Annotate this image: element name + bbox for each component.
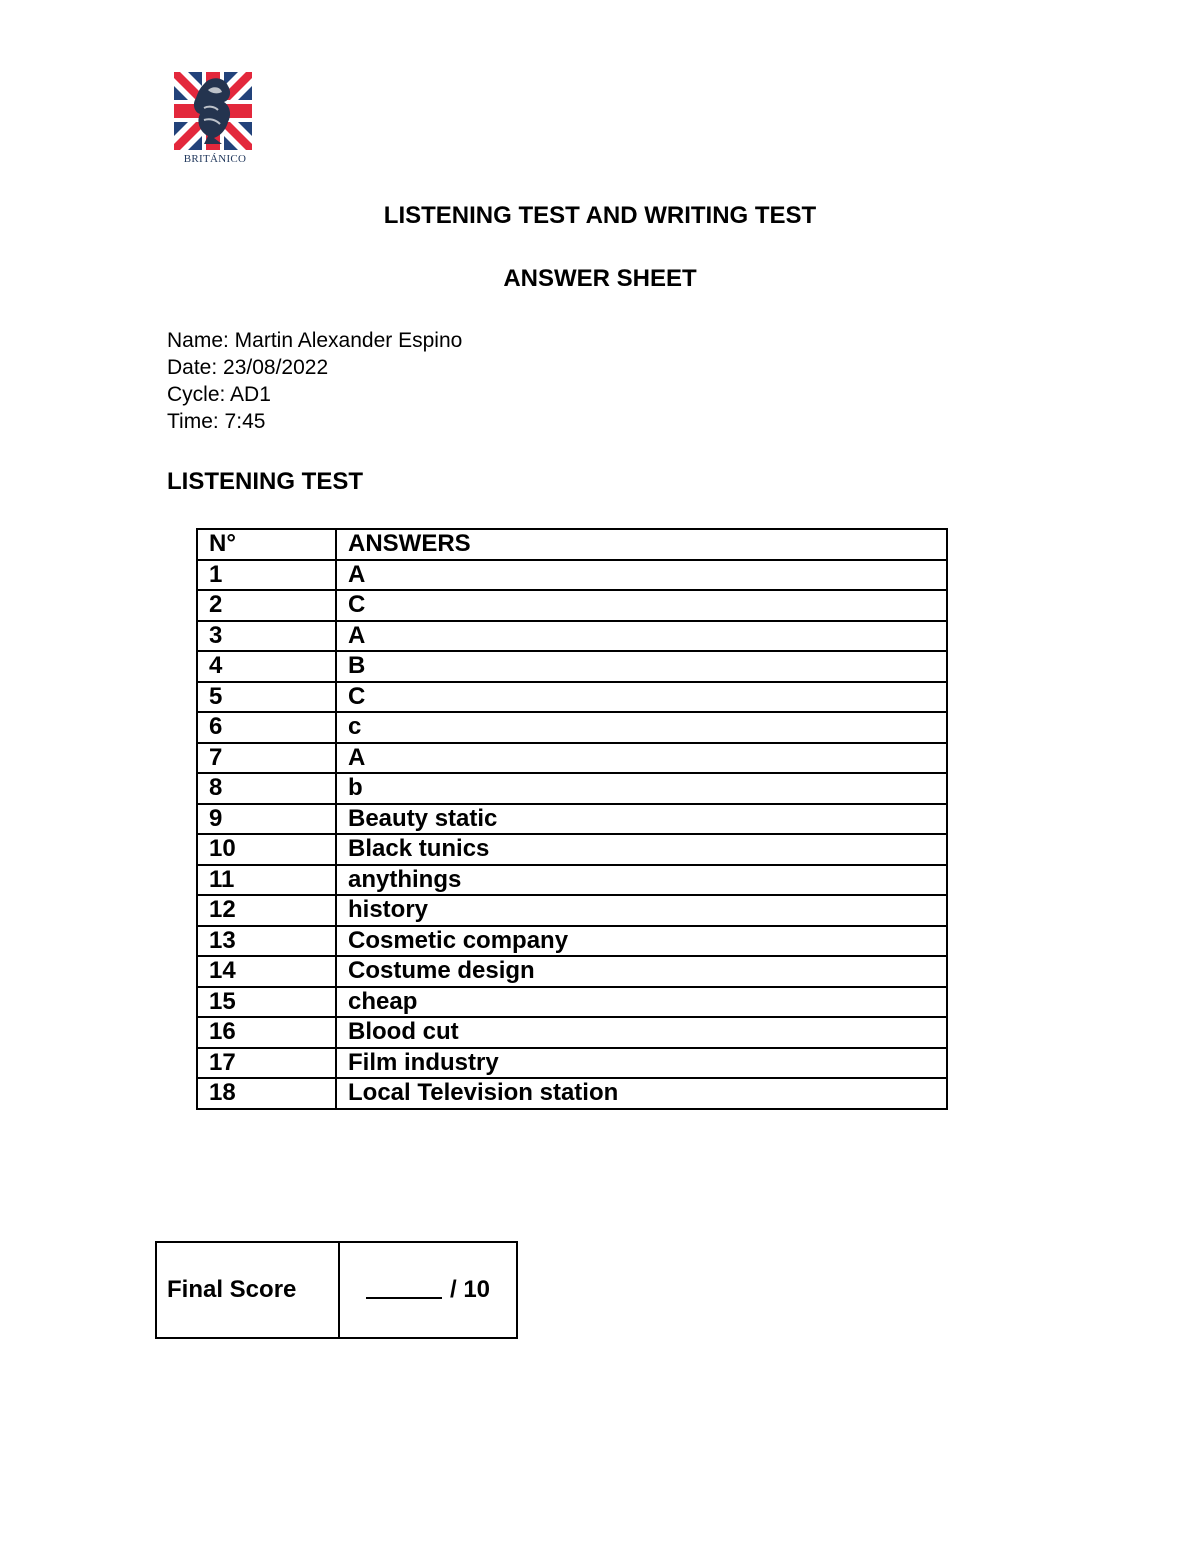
table-row bbox=[197, 804, 947, 835]
table-row bbox=[197, 987, 947, 1018]
student-info bbox=[167, 327, 462, 435]
answer-cell: b bbox=[336, 773, 947, 804]
answer-cell: Beauty static bbox=[336, 804, 947, 835]
table-header-row bbox=[197, 529, 947, 560]
section-heading: LISTENING TEST bbox=[167, 468, 364, 495]
answer-cell: Blood cut bbox=[336, 1017, 947, 1048]
table-row bbox=[197, 712, 947, 743]
table-row bbox=[197, 1048, 947, 1079]
answer-cell: history bbox=[336, 895, 947, 926]
final-score-row bbox=[156, 1242, 517, 1338]
answer-cell: A bbox=[336, 743, 947, 774]
final-score-label: Final Score bbox=[156, 1242, 339, 1338]
answer-cell: B bbox=[336, 651, 947, 682]
test-date: Date: 23/08/2022 bbox=[167, 356, 329, 379]
document-subtitle: ANSWER SHEET bbox=[503, 265, 697, 292]
student-name: Name: Martin Alexander Espino bbox=[167, 329, 463, 352]
table-row bbox=[197, 1017, 947, 1048]
score-blank-line bbox=[366, 1279, 442, 1299]
answers-table bbox=[196, 528, 948, 1110]
question-number: 12 bbox=[197, 895, 336, 926]
table-row bbox=[197, 651, 947, 682]
table-row bbox=[197, 895, 947, 926]
answer-cell: cheap bbox=[336, 987, 947, 1018]
question-number: 14 bbox=[197, 956, 336, 987]
final-score-value bbox=[339, 1242, 517, 1338]
answer-cell: C bbox=[336, 682, 947, 713]
table-row bbox=[197, 1078, 947, 1109]
answer-cell: c bbox=[336, 712, 947, 743]
question-number: 15 bbox=[197, 987, 336, 1018]
question-number: 6 bbox=[197, 712, 336, 743]
table-row bbox=[197, 926, 947, 957]
question-number: 17 bbox=[197, 1048, 336, 1079]
question-number: 18 bbox=[197, 1078, 336, 1109]
answer-cell: Costume design bbox=[336, 956, 947, 987]
test-time: Time: 7:45 bbox=[167, 410, 266, 433]
answer-cell: Black tunics bbox=[336, 834, 947, 865]
question-number: 2 bbox=[197, 590, 336, 621]
question-number: 5 bbox=[197, 682, 336, 713]
header-number: N° bbox=[197, 529, 336, 560]
score-out-of: / 10 bbox=[449, 1276, 491, 1303]
answer-cell: Cosmetic company bbox=[336, 926, 947, 957]
header-answers: ANSWERS bbox=[336, 529, 947, 560]
table-row bbox=[197, 865, 947, 896]
document-title: LISTENING TEST AND WRITING TEST bbox=[383, 202, 817, 229]
question-number: 11 bbox=[197, 865, 336, 896]
table-row bbox=[197, 590, 947, 621]
question-number: 3 bbox=[197, 621, 336, 652]
table-row bbox=[197, 743, 947, 774]
test-cycle: Cycle: AD1 bbox=[167, 383, 271, 406]
question-number: 16 bbox=[197, 1017, 336, 1048]
question-number: 7 bbox=[197, 743, 336, 774]
table-row bbox=[197, 834, 947, 865]
logo-caption: BRITÁNICO bbox=[183, 153, 247, 165]
table-row bbox=[197, 956, 947, 987]
table-row bbox=[197, 621, 947, 652]
question-number: 13 bbox=[197, 926, 336, 957]
question-number: 1 bbox=[197, 560, 336, 591]
final-score-box bbox=[155, 1241, 518, 1339]
question-number: 10 bbox=[197, 834, 336, 865]
table-row bbox=[197, 682, 947, 713]
answer-cell: Film industry bbox=[336, 1048, 947, 1079]
answer-cell: A bbox=[336, 560, 947, 591]
answer-cell: A bbox=[336, 621, 947, 652]
answer-cell: C bbox=[336, 590, 947, 621]
table-row bbox=[197, 773, 947, 804]
table-row bbox=[197, 560, 947, 591]
question-number: 9 bbox=[197, 804, 336, 835]
answer-cell: Local Television station bbox=[336, 1078, 947, 1109]
answer-cell: anythings bbox=[336, 865, 947, 896]
question-number: 8 bbox=[197, 773, 336, 804]
question-number: 4 bbox=[197, 651, 336, 682]
